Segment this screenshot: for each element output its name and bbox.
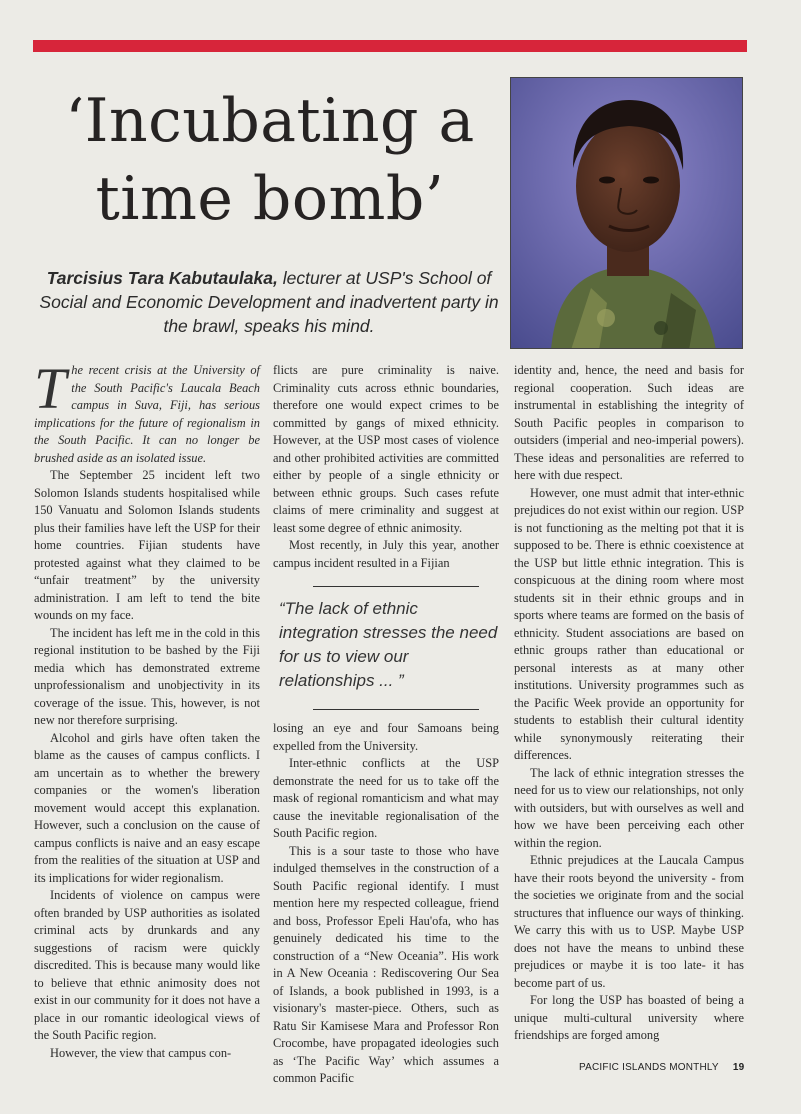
headline-line-2: time bomb’	[95, 164, 445, 234]
body-paragraph: Most recently, in July this year, another campus incident resulted in a Fijian	[273, 538, 499, 570]
body-paragraph: For long the USP has boasted of being a unique multi-cultural university where friendships are forged among	[514, 993, 744, 1042]
body-paragraph: However, the view that campus con-	[50, 1045, 232, 1060]
standfirst	[30, 266, 508, 338]
body-paragraph: The September 25 incident left two Solomon Islands students hospitalised while 150 Vanuatu and Solomon Islands students plus their families have left the USP for their home countries. Fijian students have protested against what they claimed to be “unfair treatment” by the university administration. I am left to tend the bite wounds on my face.	[34, 468, 260, 622]
red-accent-bar	[33, 40, 747, 52]
body-paragraph: This is a sour taste to those who have indulged themselves in the construction of a South Pacific regional identify. I must mention here my respected colleague, friend and boss, Professor Epeli Hau'ofa, who has genuinely dedicated his time to the construction of a “New Oceania”. His work in A New Oceania : Rediscovering Our Sea of Islands, a book published in 1993, is a visionary's master-piece. Others, such as Ratu Sir Kamisese Mara and Professor Ron Crocombe, have propagated ideologies such as ‘The Pacific Way’ which assumes a common Pacific	[273, 843, 499, 1085]
body-paragraph: Inter-ethnic conflicts at the USP demonstrate the need for us to take off the mask of regional romanticism and what may cause the inevitable regionalisation of the South Pacific region.	[273, 756, 499, 840]
page-footer	[579, 1062, 744, 1073]
page-number: 19	[732, 1062, 745, 1073]
body-paragraph: Incidents of violence on campus were often branded by USP authorities as isolated criminal acts by drunkards and any suggestions of racism were quickly discredited. This is because many would like to believe that ethnic animosity does not exist in our community for it does not have a place in our romantic ideological views of the South Pacific region.	[34, 888, 260, 1042]
pull-quote-rule-bottom	[313, 709, 479, 710]
pull-quote-box	[273, 586, 499, 710]
headline	[40, 82, 500, 238]
pull-quote: “The lack of ethnic integration stresses the need for us to view our relationships ... ”	[279, 599, 498, 690]
body-paragraph: However, one must admit that inter-ethnic prejudices do not exist within our region. USP is not functioning as the melting pot that it is supposed to be. There is ethnic coexistence at the USP but little ethnic integration. This is conspicuous at the dining room where most students sit in their ethnic groups and in sports where teams are formed on the basis of ethnicity. Student associations are based on ethnic groups rather than educational or personal interests as at many other institutions. University programmes such as the Pacific Week provide an opportunity for students to establish their cultural identity while synonymously reiterating their differences.	[514, 485, 744, 762]
intro-text: he recent crisis at the University of the South Pacific's Laucala Beach campus in Suva, Fiji, has serious implications for the future of regionalism in the South Pacific. It can no longer be brushed aside as an isolated issue.	[34, 363, 260, 465]
intro-paragraph	[34, 356, 260, 467]
body-paragraph: The lack of ethnic integration stresses the need for us to view our relationships, not only with outsiders, but with ourselves as well and how we have been perceiving each other within the region.	[514, 765, 744, 850]
portrait-illustration	[511, 78, 743, 349]
pull-quote-rule-top	[313, 586, 479, 587]
author-name: Tarcisius Tara Kabutaulaka,	[46, 268, 278, 288]
body-paragraph: identity and, hence, the need and basis for regional cooperation. Such ideas are instrumental in establishing the integrity of South Pacific peoples in comparison to outsiders (imperial and neo-imperial powers). These ideas and personalities are referred to here with due respect.	[514, 363, 744, 482]
body-paragraph: losing an eye and four Samoans being expelled from the University.	[273, 721, 499, 753]
body-paragraph: The incident has left me in the cold in this regional institution to be bashed by the Fiji media which has demonstrated extreme unprofessionalism and unobjectivity in its coverage of the issue. This, however, is not new nor therefore surprising.	[34, 625, 260, 727]
author-portrait-photo	[510, 77, 743, 349]
standfirst-text: lecturer at USP's School of Social and Economic Development and inadvertent party in the brawl, speaks his mind.	[39, 268, 499, 336]
article-column-3	[514, 362, 744, 1045]
body-paragraph: Ethnic prejudices at the Laucala Campus have their roots beyond the university - from the societies we originate from and the social structures that influence our ways of thinking. We carry this with us to USP. Maybe USP does not have the means to unbind these prejudices or maybe it is too late- it has become part of us.	[514, 853, 744, 990]
article-column-2	[273, 362, 499, 1088]
article-column-1	[34, 356, 260, 1062]
drop-cap: T	[34, 356, 67, 421]
publication-name: PACIFIC ISLANDS MONTHLY	[579, 1062, 719, 1073]
headline-line-1: ‘Incubating a	[65, 86, 475, 156]
body-paragraph: flicts are pure criminality is naive. Criminality cuts across ethnic boundaries, therefore one would expect crimes to be committed by gangs of mixed ethnicity. However, at the USP most cases of violence and other prohibited activities are committed either by people of a single ethnicity or between ethnic groups. Such cases refute claims of mere criminality and suggest at least some degree of ethnic animosity.	[273, 363, 499, 535]
body-paragraph: Alcohol and girls have often taken the blame as the causes of campus conflicts. I am uncertain as to whether the brewery companies or the women's liberation movement would accept this explanation. However, such a conclusion on the cause of campus conflicts is naive and an easy escape from the realities of the situation at USP and its implications for wider regionalism.	[34, 730, 260, 885]
